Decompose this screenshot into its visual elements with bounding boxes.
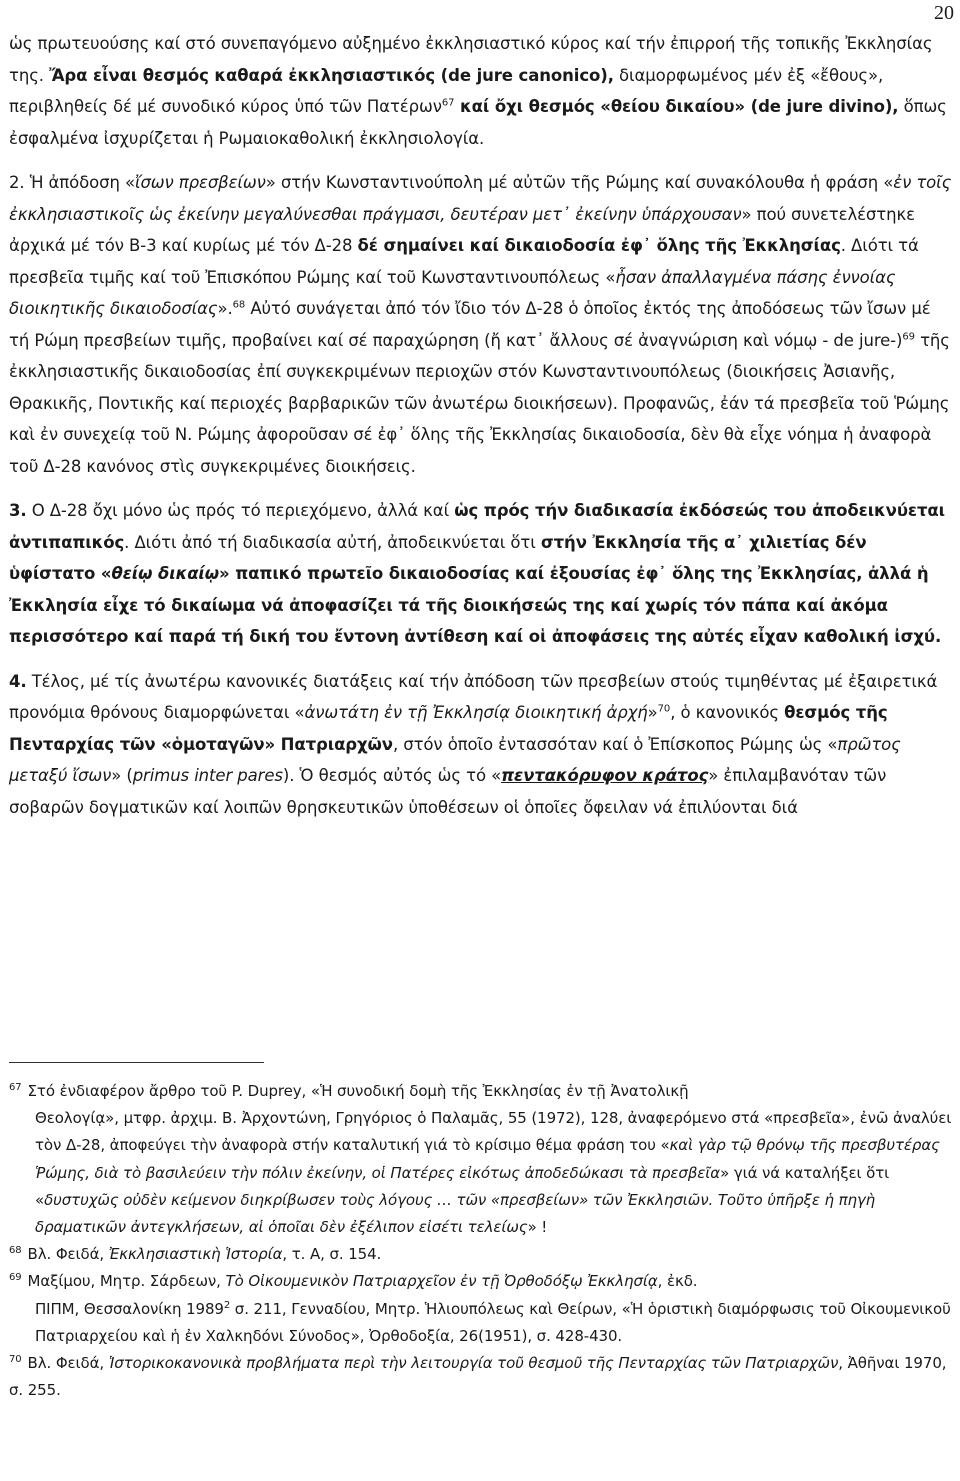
p2-text-5: ».: [217, 299, 233, 318]
footnote-67-italic-2: δυστυχῶς οὐδὲν κείμενον διηκρίβωσεν τοὺς λόγους … τῶν «πρεσβείων» τῶν Ἐκκλησιῶν. Τοῦτο ὑπῆρξε ἡ πηγὴ δραματικῶν ἀντεγκλήσεων, αἱ ὁποῖαι δὲν ἐξέλιπον εἰσέτι τελείως: [35, 1190, 876, 1237]
footnote-divider: [9, 1062, 264, 1063]
footnote-ref-67[interactable]: 67: [441, 97, 455, 109]
p2-italic-quote: ἐν τοῖς ἐκκλησιαστικοῖς ὡς ἐκείνην μεγαλύνεσθαι πράγμασι, δευτέραν μετ᾽ ἐκείνην ὑπάρχουσαν: [9, 173, 952, 224]
footnote-70-number: 70: [9, 1354, 22, 1366]
p1-line-1: ὡς πρωτευούσης καί στό συνεπαγόμενο αὐξημένο ἐκκλησιαστικό κύρος καί τήν: [9, 34, 666, 53]
footnote-67-text-3: » γιά νά καταλήξει ὅτι «: [35, 1163, 890, 1209]
p2-text-7: τῆς ἐκκλησιαστικῆς δικαιοδοσίας ἐπί συγκεκριμένων περιοχῶν στόν Κωνσταντινουπόλεως (διοικήσεις Ἀσιανῆς, Θρακικῆς, Ποντικῆς καί περιοχές βαρβαρικῶν τῶν ἀνωτέρω διοικήσεων). Προφανῶς, ἐάν τά πρεσβεῖα τοῦ Ῥώμης καὶ ἐν συνεχείᾳ τοῦ Ν. Ρώμης ἀφοροῦσαν σέ ἐφ᾽ ὅλης τῆς Ἐκκλησίας δικαιοδοσία, δὲν θὰ εἶχε νόημα ἡ ἀναφορὰ τοῦ Δ-28 κανόνος στὶς συγκεκριμένες διοικήσεις.: [9, 330, 950, 476]
footnote-68-text-2: , τ. Α, σ. 154.: [282, 1245, 382, 1264]
paragraph-4: [9, 666, 954, 824]
p1-text-3: ὅπως ἐσφαλμένα ἰσχυρίζεται ἡ Ρωμαιοκαθολική ἐκκλησιολογία.: [9, 97, 947, 148]
footnote-69-text-3: ΠΙΠΜ, Θεσσαλονίκη 1989: [35, 1299, 224, 1318]
footnote-68-text: Βλ. Φειδά,: [27, 1245, 109, 1264]
page-number: 20: [934, 2, 954, 24]
footnote-69: [9, 1268, 954, 1295]
footnote-68-number: 68: [9, 1245, 22, 1257]
p2-text-6: Αὐτό συνάγεται ἀπό τόν ἴδιο τόν Δ-28 ὁ ὁποῖος ἐκτός της ἀποδόσεως τῶν ἴσων μέ τή Ρώμη πρεσβείων τιμῆς, προβαίνει καί σέ παραχώρηση (ἤ κατ᾽ ἄλλους σέ ἀναγνώριση καὶ νόμῳ - de jure-): [9, 299, 931, 350]
footnote-69-text-2: , ἐκδ.: [657, 1272, 698, 1291]
paragraph-2: [9, 167, 954, 482]
footnote-70-italic: Ἱστορικοκανονικὰ προβλήματα περὶ τὴν λειτουργία τοῦ θεσμοῦ τῆς Πενταρχίας τῶν Πατριαρχῶν: [108, 1354, 839, 1373]
footnote-70: [9, 1350, 954, 1404]
p4-number: 4.: [9, 671, 27, 691]
p4-text-5: ). Ὁ θεσμός αὐτός ὡς τό «: [282, 766, 502, 785]
footnote-68-italic: Ἐκκλησιαστικὴ Ἱστορία: [108, 1245, 283, 1264]
p3-text-2: . Διότι ἀπό τή διαδικασία αὐτή, ἀποδεικνύεται ὅτι: [124, 532, 541, 552]
p1-bold-divino: καί ὄχι θεσμός «θείου δικαίου» (de jure divino),: [454, 97, 899, 116]
footnotes: [9, 1078, 954, 1404]
footnote-ref-69[interactable]: 69: [902, 331, 915, 342]
p2-italic-2: ἦσαν ἀπαλλαγμένα πάσης ἐννοίας διοικητικῆς δικαιοδοσίας: [9, 267, 896, 318]
footnote-69-italic: Τὸ Οἰκουμενικὸν Πατριαρχεῖον ἐν τῇ Ὀρθοδόξῳ Ἐκκλησίᾳ: [225, 1272, 658, 1291]
footnote-69-text-4: σ. 211, Γενναδίου, Μητρ. Ἡλιουπόλεως καὶ Θείρων, «Ἡ ὁριστικὴ διαμόρφωσις τοῦ Οἰκουμενικοῦ Πατριαρχείου καὶ ἡ ἐν Χαλκηδόνι Σύνοδος», Ὀρθοδοξία, 26(1951), σ. 428-430.: [35, 1299, 951, 1345]
p2-text: 2. Ἡ ἀπόδοση «: [9, 173, 135, 192]
p1-bold-thesis: Ἄρα εἶναι θεσμός καθαρά ἐκκλησιαστικός (de jure canonico),: [49, 65, 614, 85]
footnote-70-text-2: , Ἀθῆναι 1970, σ. 255.: [9, 1354, 947, 1400]
p4-italic-2: πρῶτος μεταξύ ἴσων: [9, 734, 901, 785]
footnote-67-text-2: Θεολογίᾳ», μτφρ. ἀρχιμ. Β. Ἀρχοντώνη, Γρηγόριος ὁ Παλαμᾶς, 55 (1972), 128, ἀναφερόμενο στά «πρεσβεῖα», ἐνῶ ἀναλύει τὸν Δ-28, ἀποφεύγει τὴν ἀναφορὰ στήν καταλυτική γιά τὸ κρίσιμο θέμα φράση του «: [35, 1109, 952, 1155]
footnote-69-edition-sup: 2: [223, 1299, 231, 1311]
footnote-70-text: Βλ. Φειδά,: [27, 1354, 109, 1373]
footnote-67-number: 67: [9, 1082, 22, 1093]
footnote-69-text: Μαξίμου, Μητρ. Σάρδεων,: [27, 1272, 226, 1291]
p3-bold-1: ὡς πρός τήν διαδικασία ἐκδόσεώς του ἀποδεικνύεται ἀντιπαπικός: [9, 501, 945, 552]
footnote-67-text: Στό ἐνδιαφέρον ἄρθρο τοῦ P. Duprey, «Ἡ συνοδική δομὴ τῆς Ἐκκλησίας ἐν τῇ Ἀνατολικῇ: [27, 1082, 689, 1100]
footnote-67-italic-1: καὶ γὰρ τῷ θρόνῳ τῆς πρεσβυτέρας Ῥώμης, διὰ τὸ βασιλεύειν τὴν πόλιν ἐκείνην, οἱ Πατέρες εἰκότως ἀποδεδώκασι τὰ πρεσβεῖα: [35, 1136, 940, 1182]
p4-text-4: » (: [111, 766, 133, 785]
p4-text-quote: »: [647, 703, 658, 722]
paragraph-3: [9, 495, 954, 653]
p4-text-2: , ὁ κανονικός: [670, 703, 785, 722]
p3-bold-italic: θείῳ δικαίῳ: [111, 564, 219, 583]
p4-text-3: , στόν ὁποῖο ἐντασσόταν καί ὁ Ἐπίσκοπος Ρώμης ὡς «: [392, 734, 838, 754]
p2-italic-1: ἴσων πρεσβείων: [134, 173, 266, 192]
p4-italic-latin: primus inter pares: [132, 766, 283, 785]
p1-text: ἐπιρροή τῆς τοπικῆς Ἐκκλησίας της.: [9, 34, 933, 85]
p3-bold-3: » παπικό πρωτεῖο δικαιοδοσίας καί ἐξουσίας ἐφ᾽ ὅλης της Ἐκκλησίας, ἀλλά ἡ Ἐκκλησία εἶχε τό δικαίωμα νά ἀποφασίζει τά τῆς διοικήσεώς της καί χωρίς τόν πάπα καί ἀκόμα περισσότερο καί παρά τή δική του ἔντονη ἀντίθεση καί οἱ ἀποφάσεις της αὐτές εἶχαν καθολική ἰσχύ.: [9, 564, 942, 646]
footnote-ref-70[interactable]: 70: [657, 703, 671, 715]
p1-text-2: διαμορφωμένος μέν ἐξ «ἔθους», περιβληθείς δέ μέ συνοδικό κύρος ὑπό τῶν Πατέρων: [9, 65, 884, 116]
footnote-69-number: 69: [9, 1272, 22, 1284]
p4-text: Τέλος, μέ τίς ἀνωτέρω κανονικές διατάξεις καί τήν ἀπόδοση τῶν πρεσβείων στούς τιμηθέντας μέ ἐξαιρετικά προνόμια θρόνους διαμορφώνεται «: [9, 671, 938, 722]
footnote-69-continued: [9, 1296, 954, 1350]
footnote-67: [9, 1078, 954, 1105]
paragraph-1: [9, 28, 954, 154]
p2-bold: δέ σημαίνει καί δικαιοδοσία ἐφ᾽ ὅλης τῆς Ἐκκλησίας: [357, 236, 841, 255]
p2-text-3: » πού συνετελέστηκε ἀρχικά μέ τόν Β-3 καί κυρίως μέ τόν Δ-28: [9, 204, 915, 255]
p4-bold-italic-underlined: πεντακόρυφον κράτος: [501, 766, 709, 785]
footnote-67-text-4: » !: [527, 1218, 548, 1237]
p4-text-6: » ἐπιλαμβανόταν τῶν σοβαρῶν δογματικῶν καί λοιπῶν θρησκευτικῶν ὑποθέσεων οἱ ὁποῖες ὄφειλαν νά ἐπιλύονται διά: [9, 766, 887, 817]
p2-text-2: » στήν Κωνσταντινούπολη μέ αὐτῶν τῆς Ρώμης καί συνακόλουθα ἡ φράση «: [265, 173, 894, 192]
p2-text-4: . Διότι τά πρεσβεῖα τιμῆς καί τοῦ Ἐπισκόπου Ρώμης καί τοῦ Κωνσταντινουπόλεως «: [9, 236, 919, 287]
p3-number: 3.: [9, 501, 27, 520]
p4-italic-1: ἀνωτάτη ἐν τῇ Ἐκκλησίᾳ διοικητική ἀρχή: [304, 703, 648, 722]
footnote-67-continued: [9, 1105, 954, 1241]
footnote-ref-68[interactable]: 68: [232, 299, 246, 311]
body-text: [9, 28, 954, 823]
footnote-68: [9, 1241, 954, 1268]
p3-text: Ο Δ-28 ὄχι μόνο ὡς πρός τό περιεχόμενο, ἀλλά καί: [26, 501, 455, 520]
p4-bold-pentarchy: θεσμός τῆς Πενταρχίας τῶν «ὁμοταγῶν» Πατριαρχῶν: [9, 703, 888, 754]
p3-bold-2: στήν Ἐκκλησία τῆς α᾽ χιλιετίας δέν ὑφίστατο «: [9, 532, 867, 583]
